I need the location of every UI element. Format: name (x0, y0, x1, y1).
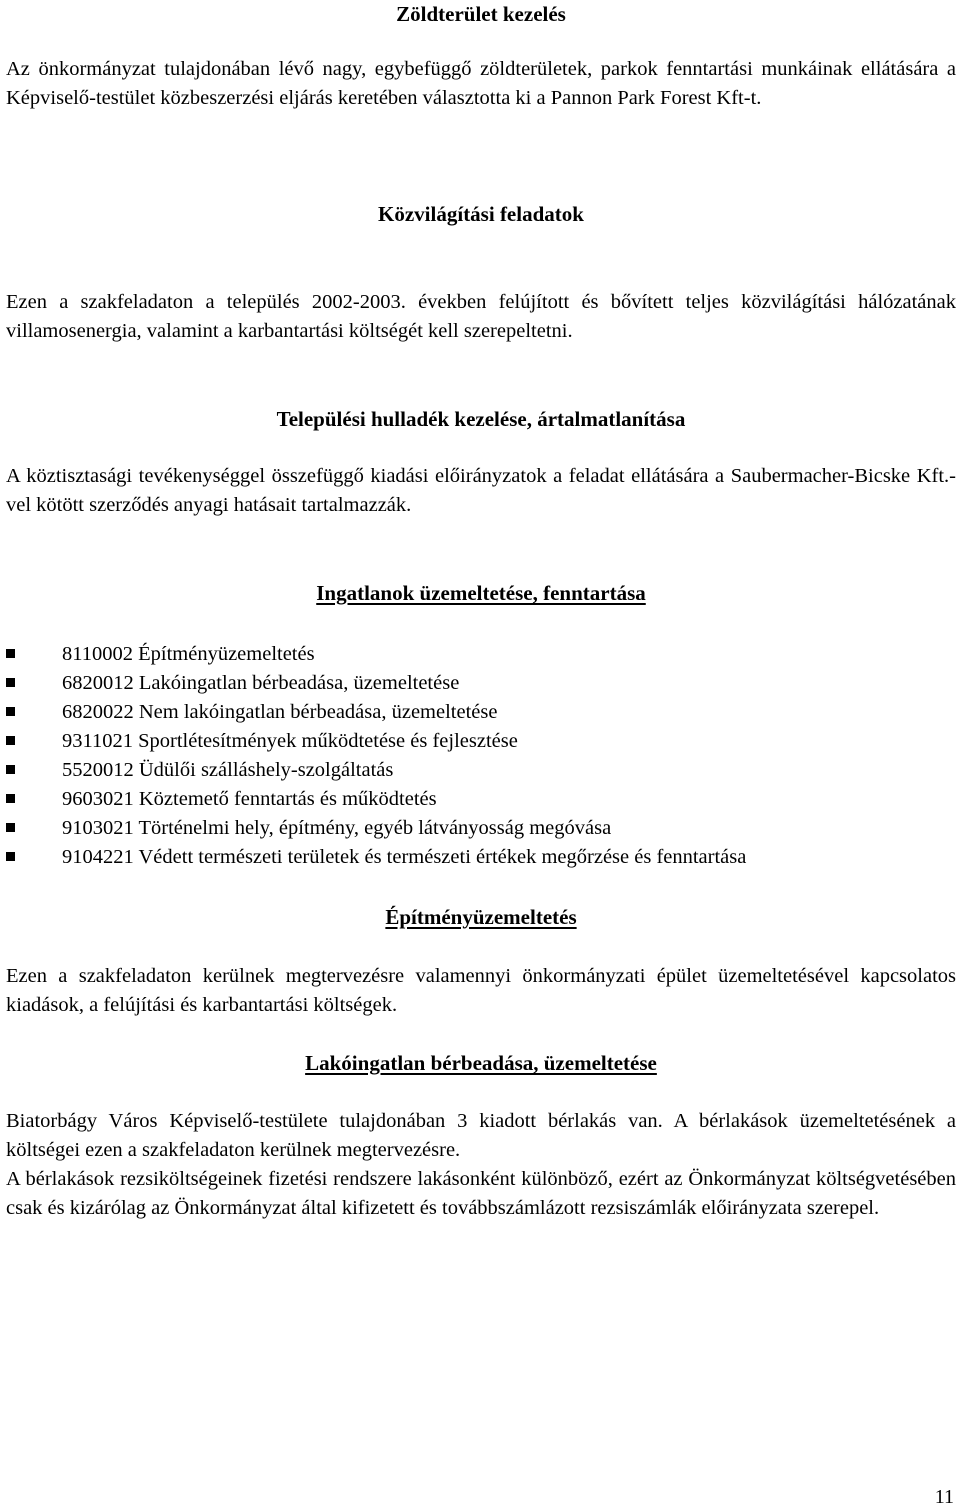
paragraph-hulladek: A köztisztasági tevékenységgel összefüggő kiadási előirányzatok a feladat ellátására a Saubermacher-Bicske Kft.-vel kötött szerződés anyagi hatásait tartalmazzák. (6, 465, 956, 516)
list-item: 9104221 Védett természeti területek és természeti értékek megőrzése és fenntartása (6, 843, 956, 872)
paragraph-lakoingatlan-2: A bérlakások rezsiköltségeinek fizetési rendszere lakásonként különböző, ezért az Önkormányzat költségvetésében csak és kizárólag az Önkormányzat által kifizetett és továbbszámlázott rezsiszámlák előirányzata szerepel. (6, 1168, 956, 1219)
paragraph-epitmeny: Ezen a szakfeladaton kerülnek megtervezésre valamennyi önkormányzati épület üzemeltetésével kapcsolatos kiadások, a felújítási és karbantartási költségek. (6, 965, 956, 1016)
list-item: 6820022 Nem lakóingatlan bérbeadása, üzemeltetése (6, 698, 956, 727)
list-item: 5520012 Üdülői szálláshely-szolgáltatás (6, 756, 956, 785)
list-item: 8110002 Építményüzemeltetés (6, 640, 956, 669)
list-item: 9311021 Sportlétesítmények működtetése és fejlesztése (6, 727, 956, 756)
page-number: 11 (934, 1486, 954, 1508)
list-item: 6820012 Lakóingatlan bérbeadása, üzemeltetése (6, 669, 956, 698)
square-bullet-icon (6, 823, 15, 832)
paragraph-kozvilagitas: Ezen a szakfeladaton a település 2002-2003. években felújított és bővített teljes közvilágítási hálózatának villamosenergia, valamint a karbantartási költségét kell szerepeltetni. (6, 291, 956, 342)
square-bullet-icon (6, 852, 15, 861)
square-bullet-icon (6, 707, 15, 716)
heading-ingatlanok: Ingatlanok üzemeltetése, fenntartása (316, 581, 646, 605)
square-bullet-icon (6, 678, 15, 687)
square-bullet-icon (6, 649, 15, 658)
heading-lakoingatlan: Lakóingatlan bérbeadása, üzemeltetése (305, 1051, 657, 1075)
paragraph-lakoingatlan-1: Biatorbágy Város Képviselő-testülete tulajdonában 3 kiadott bérlakás van. A bérlakások üzemeltetésének a költségei ezen a szakfeladaton kerülnek megtervezésre. (6, 1110, 956, 1161)
heading-kozvilagitas: Közvilágítási feladatok (378, 202, 584, 226)
list-item: 9603021 Köztemető fenntartás és működtetés (6, 785, 956, 814)
ingatlanok-list (6, 640, 956, 872)
square-bullet-icon (6, 794, 15, 803)
paragraph-zoldterulet: Az önkormányzat tulajdonában lévő nagy, egybefüggő zöldterületek, parkok fenntartási munkáinak ellátására a Képviselő-testület közbeszerzési eljárás keretében választotta ki a Pannon Park Forest Kft-t. (6, 58, 956, 109)
square-bullet-icon (6, 765, 15, 774)
heading-epitmeny: Építményüzemeltetés (385, 905, 577, 929)
list-item: 9103021 Történelmi hely, építmény, egyéb látványosság megóvása (6, 814, 956, 843)
heading-zoldterulet: Zöldterület kezelés (396, 2, 566, 26)
heading-hulladek: Települési hulladék kezelése, ártalmatlanítása (276, 407, 686, 431)
square-bullet-icon (6, 736, 15, 745)
